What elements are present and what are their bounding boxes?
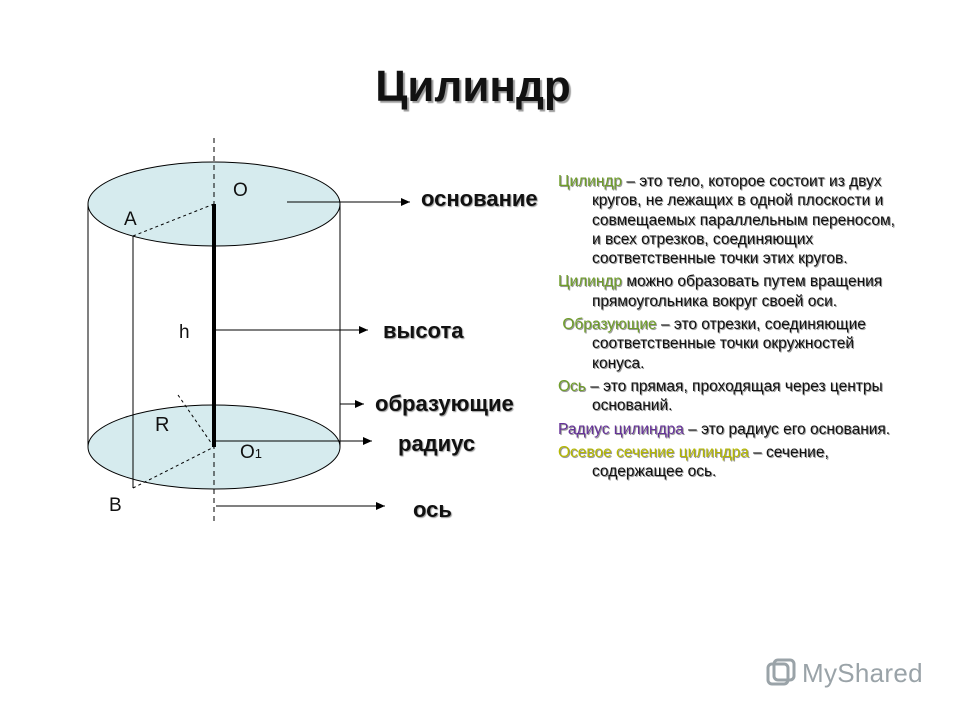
definition-keyword: Радиус цилиндра	[558, 420, 684, 438]
definition-keyword: Ось	[558, 377, 586, 395]
point-label-o1-letter: O	[240, 442, 255, 463]
term-generators: образующие	[375, 391, 514, 416]
watermark	[766, 656, 923, 690]
point-label-b: B	[109, 495, 122, 516]
definitions-block	[558, 172, 903, 485]
definition-keyword: Цилиндр	[558, 173, 623, 190]
point-label-a: A	[124, 209, 137, 230]
label-h: h	[179, 322, 190, 343]
watermark-text: MyShared	[802, 657, 923, 688]
label-r: R	[155, 414, 170, 436]
definition-text: – сечение, содержащее ось.	[592, 443, 829, 481]
point-label-o: O	[233, 180, 248, 201]
definition-axial-section	[558, 443, 903, 482]
term-radius: радиус	[398, 431, 476, 456]
term-base: основание	[421, 186, 538, 211]
definition-keyword: Образующие	[562, 316, 657, 334]
definition-generators	[558, 315, 903, 373]
point-label-o1	[240, 442, 262, 464]
definition-text: – это прямая, проходящая через центры оснований.	[585, 377, 883, 415]
definition-keyword: Цилиндр	[558, 273, 623, 291]
page-title: Цилиндр	[375, 62, 571, 111]
term-axis: ось	[413, 497, 452, 522]
definition-text: – это радиус его основания.	[683, 420, 891, 438]
term-height: высота	[383, 318, 464, 343]
definition-text: – это тело, которое состоит из двух кругов, не лежащих в одной плоскости и совмещаемых параллельным переносом, и всех отрезков, соединяющих соответственные точки этих кругов.	[592, 173, 895, 268]
mysharedlogo-icon	[766, 658, 796, 688]
definition-keyword: Осевое сечение цилиндра	[558, 443, 749, 461]
definition-axis	[558, 377, 903, 416]
definition-rotation	[558, 272, 903, 311]
point-label-o1-subscript: 1	[254, 446, 263, 461]
definition-cylinder	[558, 172, 903, 268]
definition-radius	[558, 420, 903, 439]
definition-text: можно образовать путем вращения прямоугольника вокруг своей оси.	[592, 273, 883, 310]
definition-text: – это отрезки, соединяющие соответственные точки окружностей конуса.	[592, 316, 866, 372]
